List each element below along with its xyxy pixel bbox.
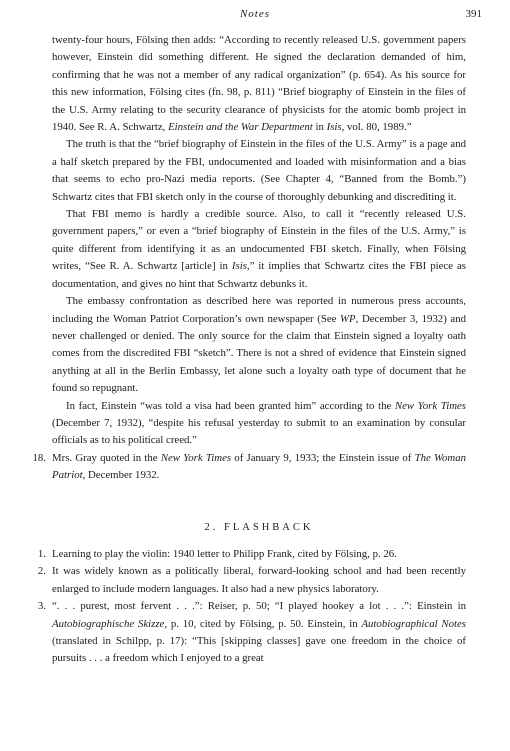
- note-number: 18.: [32, 451, 46, 464]
- note-number: 3.: [37, 600, 46, 613]
- running-head-title: Notes: [239, 8, 271, 20]
- note-paragraph: The embassy confrontation as described here was reported in numerous press accounts, including the Woman Patriot Corporation’s own newspaper (See WP, December 3, 1932) and never challenged or denied. The only source for the claim that Einstein signed a loyalty oath comes from the discredited FBI “sketch”. There is not a shred of evidence that Einstein signed anything at all in the Berlin Embassy, let alone such a loyalty oath type of document that he found so repugnant.: [52, 295, 466, 395]
- note-number: 2.: [37, 565, 46, 578]
- note-paragraph: The truth is that the “brief biography of Einstein in the files of the U.S. Army” is a page and a half sketch prepared by the FBI, undocumented and loaded with misinformation and a bias that seems to echo pro-Nazi media reports. (See Chapter 4, “Banned from the Bomb.”) Schwartz cites that FBI sketch only in the course of thoroughly debunking and discrediting it.: [52, 138, 466, 203]
- note-paragraph: In fact, Einstein “was told a visa had been granted him” according to the New York Times (December 7, 1932), “despite his refusal yesterday to submit to an examination by consular officials as to his political creed.”: [52, 399, 466, 447]
- note-2: 2. It was widely known as a politically liberal, forward-looking school and had been recently enlarged to include modern languages. It also had a new physics laboratory.: [52, 563, 466, 598]
- notes-body: [32, 32, 466, 668]
- note-1: 1. Learning to play the violin: 1940 letter to Philipp Frank, cited by Fölsing, p. 26.: [52, 546, 466, 563]
- chapter-heading: 2. FLASHBACK: [204, 521, 314, 533]
- page-number: 391: [465, 8, 482, 20]
- note-number: 1.: [37, 547, 46, 560]
- note-paragraph: That FBI memo is hardly a credible source. Also, to call it “recently released U.S. government papers,” or even a “brief biography of Einstein in the files of the U.S. Army,” is quite different from identifying it as an undocumented FBI sketch. Finally, when Fölsing writes, “See R. A. Schwartz [article] in Isis,” it implies that Schwartz cites the FBI piece as documentation, and gives no hint that Schwartz debunks it.: [52, 208, 466, 290]
- note-18: 18. Mrs. Gray quoted in the New York Times of January 9, 1933; the Einstein issue of The Woman Patriot, December 1932.: [52, 450, 466, 485]
- note-3: 3. “. . . purest, most fervent . . .”: Reiser, p. 50; “I played hookey a lot . . .”: Einstein in Autobiographische Skizze, p. 10, cited by Fölsing, p. 50. Einstein, in Autobiographical Notes (translated in Schilpp, p. 17): “This [skipping classes] gave one freedom in the choice of pursuits . . . a freedom which I enjoyed to a great: [52, 598, 466, 668]
- note-continuation-paragraph: twenty-four hours, Fölsing then adds: “According to recently released U.S. government papers however, Einstein did something different. He signed the declaration demanded of him, confirming that he was not a member of any radical organization” (p. 654). As his source for this new information, Fölsing cites (fn. 98, p. 811) “Brief biography of Einstein in the files of the U.S. Army relating to the security clearance of physicists for the atomic bomb project in 1940. See R. A. Schwartz, Einstein and the War Department in Isis, vol. 80, 1989.”: [52, 34, 466, 134]
- running-head: [0, 8, 510, 24]
